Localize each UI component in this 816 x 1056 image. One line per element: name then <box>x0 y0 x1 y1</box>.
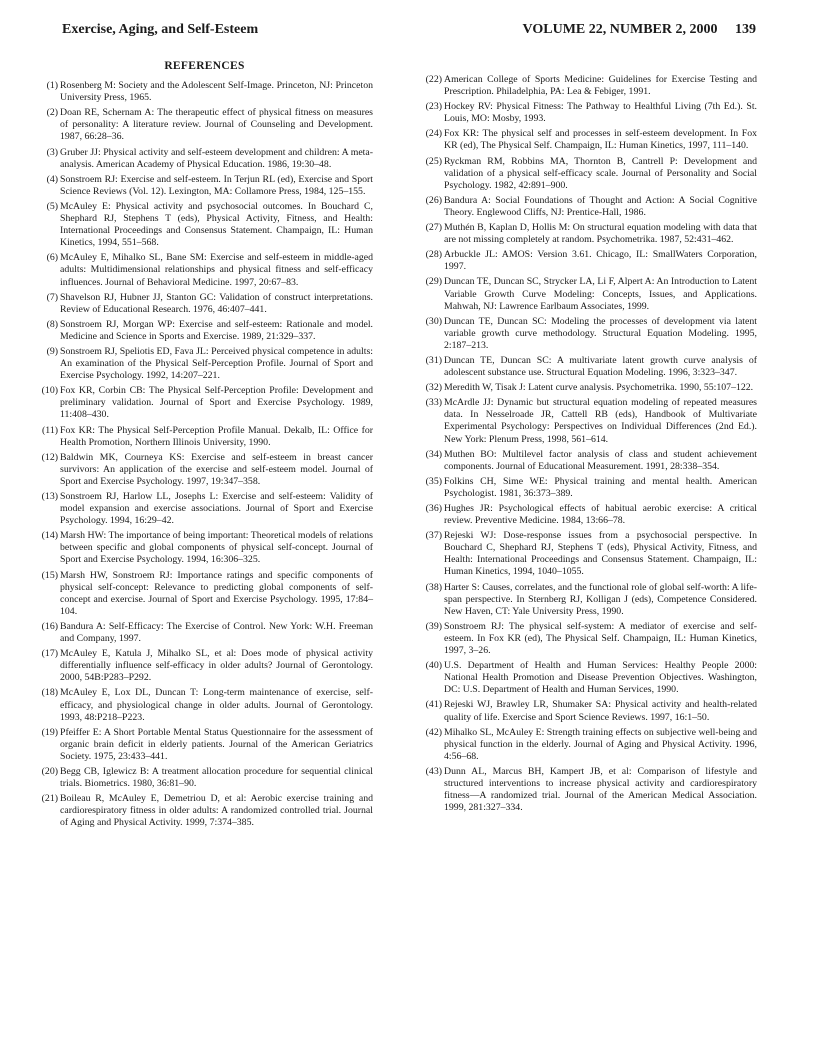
reference-text: Fox KR, Corbin CB: The Physical Self-Perception Profile: Development and preliminary validation. Journal of Sport and Exercise Psychology. 1989, 11:408–430. <box>60 385 373 421</box>
reference-text: Pfeiffer E: A Short Portable Mental Status Questionnaire for the assessment of organic brain deficit in elderly patients. Journal of the American Geriatrics Society. 1975, 23:433–441. <box>60 726 373 762</box>
reference-text: Begg CB, Iglewicz B: A treatment allocation procedure for sequential clinical trials. Biometrics. 1980, 36:81–90. <box>60 765 373 790</box>
reference-item <box>36 621 373 645</box>
reference-list-left <box>36 80 373 829</box>
reference-number: (27) <box>425 222 442 234</box>
reference-text: Bandura A: Self-Efficacy: The Exercise of Control. New York: W.H. Freeman and Company, 1997. <box>60 620 373 645</box>
reference-text: American College of Sports Medicine: Guidelines for Exercise Testing and Prescription. Philadelphia, PA: Lea & Febiger, 1991. <box>444 74 757 98</box>
reference-number: (7) <box>46 291 58 303</box>
reference-item <box>420 503 757 527</box>
reference-item <box>420 766 757 814</box>
reference-item <box>420 397 757 445</box>
reference-text: Sonstroem RJ: Exercise and self-esteem. In Terjun RL (ed), Exercise and Sport Science Reviews (Vol. 12). Lexington, MA: Collamore Press, 1984, 125–155. <box>60 173 373 197</box>
journal-title: Exercise, Aging, and Self-Esteem <box>62 22 259 37</box>
reference-text: Marsh HW, Sonstroem RJ: Importance ratings and specific components of physical self-concept: Relevance to predicting global components of self-concept and exercise. Journal of Sport and Exercise Psychology. 1995, 17:84–104. <box>60 569 373 617</box>
reference-number: (15) <box>41 569 58 581</box>
reference-text: Meredith W, Tisak J: Latent curve analysis. Psychometrika. 1990, 55:107–122. <box>444 382 754 394</box>
reference-number: (9) <box>46 345 58 357</box>
reference-number: (35) <box>425 475 442 487</box>
reference-item <box>36 727 373 763</box>
reference-number: (11) <box>42 424 58 436</box>
reference-item <box>420 128 757 152</box>
reference-text: Mihalko SL, McAuley E: Strength training effects on subjective well-being and physical function in the elderly. Journal of Aging and Physical Activity. 1996, 4:56–68. <box>444 726 757 762</box>
reference-item <box>420 195 757 219</box>
reference-text: Baldwin MK, Courneya KS: Exercise and self-esteem in breast cancer survivors: An application of the exercise and self-esteem model. Journal of Sport and Exercise Psychology. 1997, 19:347–358. <box>60 451 373 487</box>
reference-item <box>36 385 373 421</box>
reference-number: (18) <box>41 687 58 699</box>
reference-text: Rejeski WJ: Dose-response issues from a psychosocial perspective. In Bouchard C, Shephard RJ, Stephens T (eds), Physical Activity, Fitness, and Health: International Proceedings and Consensus Statement. Champaign, IL: Human Kinetics, 1994, 1040–1055. <box>444 530 757 578</box>
reference-number: (29) <box>425 276 442 288</box>
reference-item <box>36 346 373 382</box>
reference-text: McAuley E, Mihalko SL, Bane SM: Exercise and self-esteem in middle-aged adults: Multidimensional relationships and physical fitness and self-efficacy influences. Journal of Behavioral Medicine. 1997, 20:67–83. <box>60 252 373 288</box>
reference-item <box>420 156 757 192</box>
reference-text: Duncan TE, Duncan SC: A multivariate latent growth curve analysis of adolescent substance use. Structural Equation Modeling. 1996, 3:323–347. <box>444 354 757 379</box>
reference-text: Sonstroem RJ, Speliotis ED, Fava JL: Perceived physical competence in adults: An examination of the Physical Self-Perception Profile. Journal of Sport and Exercise Psychology. 1992, 14:207–221. <box>60 345 373 382</box>
reference-text: Sonstroem RJ, Morgan WP: Exercise and self-esteem: Rationale and model. Medicine and Science in Sports and Exercise. 1989, 21:329–337. <box>60 318 373 342</box>
reference-text: Arbuckle JL: AMOS: Version 3.61. Chicago, IL: SmallWaters Corporation, 1997. <box>444 249 757 273</box>
reference-text: Sonstroem RJ, Harlow LL, Josephs L: Exercise and self-esteem: Validity of model expansion and exercise associations. Journal of Sport and Exercise Psychology. 1994, 16:29–42. <box>60 491 373 527</box>
reference-item <box>36 648 373 684</box>
reference-text: Fox KR: The physical self and processes in self-esteem development. In Fox KR (ed), The Physical Self. Champaign, IL: Human Kinetics, 1997, 111–140. <box>444 128 757 152</box>
reference-number: (1) <box>46 80 58 92</box>
reference-text: Harter S: Causes, correlates, and the functional role of global self-worth: A life-span perspective. In Sternberg RJ, Kolligan J (eds), Competence Considered. New Haven, CT: Yale University Press, 1990. <box>444 581 757 617</box>
reference-number: (40) <box>425 660 442 672</box>
reference-text: Rosenberg M: Society and the Adolescent Self-Image. Princeton, NJ: Princeton University Press, 1965. <box>60 80 373 104</box>
reference-number: (26) <box>425 194 442 206</box>
reference-item <box>36 174 373 198</box>
reference-item <box>36 201 373 249</box>
reference-item <box>36 530 373 566</box>
reference-number: (2) <box>46 107 58 119</box>
reference-item <box>420 727 757 763</box>
reference-item <box>36 793 373 829</box>
reference-item <box>36 491 373 527</box>
reference-item <box>36 687 373 723</box>
reference-text: Bandura A: Social Foundations of Thought and Action: A Social Cognitive Theory. Englewood Cliffs, NJ: Prentice-Hall, 1986. <box>444 194 757 218</box>
reference-item <box>420 530 757 578</box>
reference-item <box>36 766 373 790</box>
reference-item <box>36 147 373 171</box>
reference-text: McArdle JJ: Dynamic but structural equation modeling of repeated measures data. In Nesselroade JR, Cattell RB (eds), Handbook of Multivariate Experimental Psychology: Perspectives on Individual Differences (2nd Ed.). New York: Plenum Press, 1998, 561–614. <box>444 397 757 445</box>
reference-item <box>420 476 757 500</box>
reference-number: (36) <box>425 503 442 514</box>
reference-number: (28) <box>425 249 442 261</box>
reference-item <box>420 101 757 125</box>
reference-text: Dunn AL, Marcus BH, Kampert JB, et al: Comparison of lifestyle and structured interventions to increase physical activity and cardiorespiratory fitness—A randomized trial. Journal of the American Medical Association. 1999, 281:327–334. <box>444 765 757 814</box>
reference-number: (39) <box>425 620 442 632</box>
reference-text: Muthén B, Kaplan D, Hollis M: On structural equation modeling with data that are not missing completely at random. Psychometrika. 1987, 52:431–462. <box>444 222 757 246</box>
reference-item <box>420 276 757 312</box>
reference-number: (3) <box>46 146 58 158</box>
reference-item <box>36 425 373 449</box>
reference-text: Boileau R, McAuley E, Demetriou D, et al: Aerobic exercise training and cardiorespiratory fitness in older adults: A randomized controlled trial. Journal of Aging and Physical Activity. 1999, 7:374–385. <box>60 793 373 829</box>
reference-number: (6) <box>46 252 58 264</box>
reference-number: (21) <box>41 793 58 805</box>
reference-number: (12) <box>41 451 58 463</box>
reference-text: McAuley E, Lox DL, Duncan T: Long-term maintenance of exercise, self-efficacy, and physiological change in older adults. Journal of Gerontology. 1993, 48:P218–P223. <box>60 687 373 723</box>
reference-item <box>420 582 757 618</box>
reference-number: (42) <box>425 726 442 738</box>
reference-number: (32) <box>425 382 442 394</box>
reference-number: (43) <box>425 765 442 777</box>
reference-text: Rejeski WJ, Brawley LR, Shumaker SA: Physical activity and health-related quality of life. Exercise and Sport Science Reviews. 1997, 16:1–50. <box>444 699 757 723</box>
reference-number: (31) <box>425 354 442 366</box>
reference-text: Hockey RV: Physical Fitness: The Pathway to Healthful Living (7th Ed.). St. Louis, MO: Mosby, 1993. <box>444 101 757 125</box>
reference-number: (38) <box>425 581 442 593</box>
reference-text: Ryckman RM, Robbins MA, Thornton B, Cantrell P: Development and validation of a physical self-efficacy scale. Journal of Personality and Social Psychology. 1982, 42:891–900. <box>444 155 757 191</box>
reference-number: (25) <box>425 155 442 167</box>
reference-number: (10) <box>41 385 58 397</box>
reference-text: Muthen BO: Multilevel factor analysis of class and student achievement components. Journal of Educational Measurement. 1991, 28:338–354. <box>444 448 757 472</box>
reference-text: Gruber JJ: Physical activity and self-esteem development and children: A meta-analysis. American Academy of Physical Education. 1986, 19:30–48. <box>60 146 373 170</box>
reference-item <box>36 319 373 343</box>
reference-text: McAuley E: Physical activity and psychosocial outcomes. In Bouchard C, Shephard RJ, Stephens T (eds), Physical Activity, Fitness, and Health: International Proceedings and Consensus Statement. Champaign, IL: Human Kinetics, 1994, 551–568. <box>60 200 373 249</box>
reference-text: Marsh HW: The importance of being important: Theoretical models of relations between specific and global components of physical self-concept. Journal of Sport and Exercise Psychology. 1994, 16:306–325. <box>60 530 373 566</box>
reference-item <box>420 74 757 98</box>
reference-item <box>36 80 373 104</box>
reference-item <box>36 252 373 288</box>
reference-number: (8) <box>46 318 58 330</box>
reference-item <box>36 107 373 143</box>
reference-text: Doan RE, Schernam A: The therapeutic effect of physical fitness on measures of personality: A literature review. Journal of Counseling and Development. 1987, 66:28–36. <box>60 107 373 143</box>
reference-item <box>36 292 373 316</box>
reference-item <box>36 570 373 618</box>
reference-number: (16) <box>41 620 58 632</box>
reference-number: (22) <box>425 74 442 85</box>
running-header <box>62 22 756 42</box>
reference-number: (20) <box>41 765 58 777</box>
reference-text: Sonstroem RJ: The physical self-system: A mediator of exercise and self-esteem. In Fox KR (ed), The Physical Self. Champaign, IL: Human Kinetics, 1997, 3–26. <box>444 620 757 657</box>
reference-text: Duncan TE, Duncan SC, Strycker LA, Li F, Alpert A: An Introduction to Latent Variable Growth Curve Modeling: Concepts, Issues, and Applications. Mahwah, NJ: Lawrence Earlbaum Associates, 1999. <box>444 276 757 312</box>
reference-number: (19) <box>41 726 58 738</box>
reference-item <box>420 449 757 473</box>
reference-number: (17) <box>41 648 58 660</box>
reference-number: (30) <box>425 315 442 327</box>
reference-number: (33) <box>425 397 442 409</box>
references-column-right <box>420 74 757 817</box>
reference-item <box>420 382 757 394</box>
reference-text: Hughes JR: Psychological effects of habitual aerobic exercise: A critical review. Preventive Medicine. 1984, 13:66–78. <box>444 503 757 527</box>
reference-number: (23) <box>425 101 442 113</box>
reference-number: (24) <box>425 128 442 140</box>
reference-item <box>420 660 757 696</box>
references-column-left <box>36 58 373 832</box>
reference-text: Shavelson RJ, Hubner JJ, Stanton GC: Validation of construct interpretations. Review of Educational Research. 1976, 46:407–441. <box>60 291 373 315</box>
reference-list-right <box>420 74 757 814</box>
reference-item <box>420 316 757 352</box>
reference-item <box>420 355 757 379</box>
reference-number: (14) <box>41 530 58 542</box>
reference-item <box>420 699 757 723</box>
reference-item <box>420 621 757 657</box>
reference-number: (41) <box>425 699 442 711</box>
reference-text: Fox KR: The Physical Self-Perception Profile Manual. Dekalb, IL: Office for Health Promotion, Northern Illinois University, 1990. <box>60 424 373 448</box>
reference-item <box>420 249 757 273</box>
reference-item <box>420 222 757 246</box>
volume-page-info: VOLUME 22, NUMBER 2, 2000 139 <box>522 22 756 37</box>
reference-item <box>36 452 373 488</box>
reference-text: Folkins CH, Sime WE: Physical training and mental health. American Psychologist. 1981, 36:373–389. <box>444 475 757 499</box>
references-heading: REFERENCES <box>164 60 245 72</box>
reference-number: (37) <box>425 530 442 542</box>
reference-number: (4) <box>46 173 58 185</box>
reference-number: (5) <box>46 200 58 212</box>
reference-text: U.S. Department of Health and Human Services: Healthy People 2000: National Health Promotion and Disease Prevention Objectives. Washington, DC: U.S. Department of Health and Human Services, 1990. <box>444 660 757 696</box>
reference-number: (13) <box>41 491 58 502</box>
reference-number: (34) <box>425 448 442 460</box>
reference-text: McAuley E, Katula J, Mihalko SL, et al: Does mode of physical activity differentially influence self-efficacy in older adults? Journal of Gerontology. 2000, 54B:P283–P292. <box>60 648 373 684</box>
reference-text: Duncan TE, Duncan SC: Modeling the processes of development via latent variable growth curve methodology. Structural Equation Modeling. 1995, 2:187–213. <box>444 315 757 351</box>
